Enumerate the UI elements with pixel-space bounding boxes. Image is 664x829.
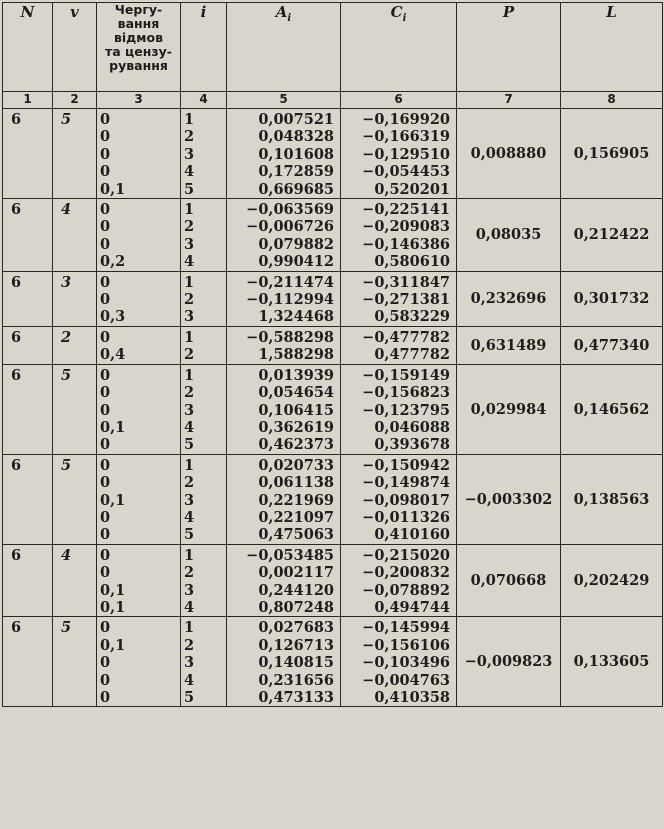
index-value: 5 — [184, 689, 195, 706]
a-value: 0,101608 — [258, 145, 334, 163]
sequence-value: 0,1 — [100, 418, 126, 436]
index-value: 3 — [184, 308, 195, 326]
index-value: 2 — [184, 128, 195, 146]
index-value: 4 — [184, 508, 195, 526]
table-row-group — [3, 364, 663, 454]
cell-c — [341, 271, 457, 326]
a-value: −0,588298 — [246, 328, 334, 346]
header-a — [227, 3, 341, 92]
header-sequence-line: рування — [109, 58, 168, 73]
a-value: 1,324468 — [258, 308, 334, 326]
sequence-value: 0 — [100, 111, 111, 128]
header-sequence-line: та цензу- — [104, 44, 172, 59]
cell-i — [181, 364, 227, 454]
a-value: −0,211474 — [246, 273, 334, 291]
sequence-value: 0 — [100, 654, 111, 672]
cell-v: 5 — [53, 454, 97, 544]
a-value: 0,231656 — [258, 671, 334, 689]
cell-l: 0,156905 — [561, 109, 663, 199]
index-value: 3 — [184, 654, 195, 672]
index-value: 3 — [184, 581, 195, 599]
column-number: 3 — [97, 92, 181, 109]
index-value: 4 — [184, 163, 195, 181]
header-c — [341, 3, 457, 92]
header-sequence — [97, 3, 181, 92]
c-value: −0,129510 — [362, 145, 450, 163]
index-value: 2 — [184, 291, 195, 309]
table-row-group — [3, 454, 663, 544]
column-number: 7 — [457, 92, 561, 109]
cell-a — [227, 544, 341, 617]
sequence-value: 0 — [100, 273, 111, 291]
sequence-value: 0 — [100, 689, 111, 706]
c-value: −0,225141 — [362, 201, 450, 219]
header-sequence-line: вання — [117, 16, 160, 31]
a-value: −0,053485 — [246, 546, 334, 564]
table-row-group — [3, 199, 663, 272]
a-value: 0,061138 — [258, 474, 334, 492]
cell-l: 0,301732 — [561, 271, 663, 326]
cell-c — [341, 364, 457, 454]
c-value: −0,209083 — [362, 218, 450, 236]
column-number: 2 — [53, 92, 97, 109]
a-value: 0,807248 — [258, 598, 334, 616]
cell-c — [341, 617, 457, 707]
cell-v: 5 — [53, 617, 97, 707]
sequence-value: 0 — [100, 145, 111, 163]
c-value: 0,583229 — [374, 308, 450, 326]
cell-n: 6 — [3, 109, 53, 199]
a-value: 0,002117 — [258, 564, 334, 582]
cell-seq — [97, 326, 181, 364]
sequence-value: 0,4 — [100, 346, 126, 364]
index-value: 4 — [184, 418, 195, 436]
cell-p: 0,232696 — [457, 271, 561, 326]
sequence-value: 0 — [100, 384, 111, 402]
index-value: 5 — [184, 180, 195, 198]
index-value: 3 — [184, 401, 195, 419]
a-value: 0,048328 — [258, 128, 334, 146]
a-value: 1,588298 — [258, 346, 334, 364]
column-number: 8 — [561, 92, 663, 109]
a-value: 0,007521 — [258, 111, 334, 128]
sequence-value: 0,3 — [100, 308, 126, 326]
c-value: −0,004763 — [362, 671, 450, 689]
c-value: 0,580610 — [374, 253, 450, 271]
cell-l: 0,477340 — [561, 326, 663, 364]
c-value: 0,046088 — [374, 418, 450, 436]
cell-n: 6 — [3, 544, 53, 617]
a-value: 0,475063 — [258, 526, 334, 544]
a-value: −0,006726 — [246, 218, 334, 236]
index-value: 3 — [184, 491, 195, 509]
c-value: −0,169920 — [362, 111, 450, 128]
index-value: 3 — [184, 235, 195, 253]
header-l: L — [561, 3, 663, 92]
cell-a — [227, 454, 341, 544]
a-value: 0,172859 — [258, 163, 334, 181]
data-table — [2, 2, 663, 707]
sequence-value: 0 — [100, 526, 111, 544]
sequence-value: 0 — [100, 218, 111, 236]
column-number: 5 — [227, 92, 341, 109]
c-value: −0,215020 — [362, 546, 450, 564]
cell-p: 0,070668 — [457, 544, 561, 617]
cell-a — [227, 109, 341, 199]
header-p: P — [457, 3, 561, 92]
cell-seq — [97, 271, 181, 326]
cell-i — [181, 199, 227, 272]
index-value: 1 — [184, 546, 195, 564]
a-value: 0,221969 — [258, 491, 334, 509]
c-value: −0,146386 — [362, 235, 450, 253]
c-value: 0,494744 — [374, 598, 450, 616]
sequence-value: 0 — [100, 619, 111, 637]
c-value: −0,145994 — [362, 619, 450, 637]
sequence-value: 0 — [100, 671, 111, 689]
c-value: −0,166319 — [362, 128, 450, 146]
index-value: 1 — [184, 201, 195, 219]
column-number: 4 — [181, 92, 227, 109]
index-value: 2 — [184, 346, 195, 364]
c-value: −0,078892 — [362, 581, 450, 599]
cell-l: 0,146562 — [561, 364, 663, 454]
sequence-value: 0 — [100, 328, 111, 346]
a-value: 0,027683 — [258, 619, 334, 637]
cell-i — [181, 109, 227, 199]
c-value: −0,477782 — [362, 328, 450, 346]
cell-n: 6 — [3, 326, 53, 364]
sequence-value: 0,1 — [100, 598, 126, 616]
header-sequence-line: відмов — [113, 30, 163, 45]
cell-c — [341, 544, 457, 617]
header-i: i — [181, 3, 227, 92]
table-row-group — [3, 271, 663, 326]
cell-v: 2 — [53, 326, 97, 364]
sequence-value: 0 — [100, 291, 111, 309]
header-sequence-line: Чергу- — [114, 2, 163, 17]
header-c-subscript: i — [402, 13, 407, 24]
c-value: −0,011326 — [362, 508, 450, 526]
c-value: 0,520201 — [374, 180, 450, 198]
cell-i — [181, 271, 227, 326]
header-v: v — [53, 3, 97, 92]
cell-p: 0,631489 — [457, 326, 561, 364]
a-value: 0,106415 — [258, 401, 334, 419]
sequence-value: 0 — [100, 366, 111, 384]
cell-c — [341, 454, 457, 544]
sequence-value: 0 — [100, 163, 111, 181]
cell-seq — [97, 617, 181, 707]
cell-c — [341, 326, 457, 364]
cell-l: 0,212422 — [561, 199, 663, 272]
c-value: −0,271381 — [362, 291, 450, 309]
c-value: −0,149874 — [362, 474, 450, 492]
a-value: 0,669685 — [258, 180, 334, 198]
cell-l: 0,202429 — [561, 544, 663, 617]
c-value: −0,123795 — [362, 401, 450, 419]
a-value: 0,020733 — [258, 456, 334, 474]
c-value: −0,159149 — [362, 366, 450, 384]
cell-seq — [97, 364, 181, 454]
a-value: 0,221097 — [258, 508, 334, 526]
index-value: 1 — [184, 456, 195, 474]
c-value: −0,054453 — [362, 163, 450, 181]
sequence-value: 0,1 — [100, 180, 126, 198]
cell-v: 5 — [53, 364, 97, 454]
a-value: −0,063569 — [246, 201, 334, 219]
cell-p: −0,003302 — [457, 454, 561, 544]
a-value: 0,473133 — [258, 689, 334, 706]
cell-seq — [97, 199, 181, 272]
c-value: 0,477782 — [374, 346, 450, 364]
cell-n: 6 — [3, 617, 53, 707]
cell-i — [181, 454, 227, 544]
index-value: 5 — [184, 436, 195, 454]
table-row-group — [3, 109, 663, 199]
index-value: 3 — [184, 145, 195, 163]
header-n: N — [3, 3, 53, 92]
index-value: 1 — [184, 273, 195, 291]
table-body — [3, 109, 663, 707]
cell-n: 6 — [3, 454, 53, 544]
index-value: 2 — [184, 474, 195, 492]
cell-n: 6 — [3, 364, 53, 454]
index-value: 1 — [184, 111, 195, 128]
a-value: 0,079882 — [258, 235, 334, 253]
sequence-value: 0,1 — [100, 636, 126, 654]
sequence-value: 0,2 — [100, 253, 126, 271]
sequence-value: 0 — [100, 546, 111, 564]
cell-p: 0,08035 — [457, 199, 561, 272]
cell-l: 0,133605 — [561, 617, 663, 707]
cell-v: 5 — [53, 109, 97, 199]
c-value: −0,200832 — [362, 564, 450, 582]
table-row-group — [3, 544, 663, 617]
index-value: 4 — [184, 253, 195, 271]
index-value: 4 — [184, 671, 195, 689]
sequence-value: 0 — [100, 456, 111, 474]
c-value: −0,156823 — [362, 384, 450, 402]
c-value: −0,103496 — [362, 654, 450, 672]
cell-p: −0,009823 — [457, 617, 561, 707]
a-value: 0,362619 — [258, 418, 334, 436]
column-number-row — [3, 92, 663, 109]
cell-n: 6 — [3, 199, 53, 272]
index-value: 2 — [184, 636, 195, 654]
index-value: 2 — [184, 384, 195, 402]
c-value: −0,098017 — [362, 491, 450, 509]
c-value: 0,410160 — [374, 526, 450, 544]
column-number: 6 — [341, 92, 457, 109]
c-value: 0,393678 — [374, 436, 450, 454]
index-value: 4 — [184, 598, 195, 616]
sequence-value: 0 — [100, 564, 111, 582]
header-a-subscript: i — [287, 13, 292, 24]
sequence-value: 0 — [100, 474, 111, 492]
cell-i — [181, 544, 227, 617]
cell-i — [181, 326, 227, 364]
cell-a — [227, 364, 341, 454]
table-row-group — [3, 326, 663, 364]
a-value: −0,112994 — [246, 291, 334, 309]
cell-v: 3 — [53, 271, 97, 326]
index-value: 1 — [184, 619, 195, 637]
header-row — [3, 3, 663, 92]
index-value: 1 — [184, 366, 195, 384]
cell-c — [341, 199, 457, 272]
cell-a — [227, 617, 341, 707]
cell-seq — [97, 544, 181, 617]
sequence-value: 0 — [100, 508, 111, 526]
column-number: 1 — [3, 92, 53, 109]
c-value: −0,150942 — [362, 456, 450, 474]
c-value: 0,410358 — [374, 689, 450, 706]
cell-p: 0,008880 — [457, 109, 561, 199]
cell-i — [181, 617, 227, 707]
cell-l: 0,138563 — [561, 454, 663, 544]
cell-n: 6 — [3, 271, 53, 326]
a-value: 0,244120 — [258, 581, 334, 599]
cell-a — [227, 271, 341, 326]
cell-a — [227, 199, 341, 272]
a-value: 0,054654 — [258, 384, 334, 402]
cell-a — [227, 326, 341, 364]
cell-v: 4 — [53, 544, 97, 617]
index-value: 2 — [184, 218, 195, 236]
a-value: 0,126713 — [258, 636, 334, 654]
index-value: 2 — [184, 564, 195, 582]
table-row-group — [3, 617, 663, 707]
a-value: 0,013939 — [258, 366, 334, 384]
cell-seq — [97, 109, 181, 199]
cell-v: 4 — [53, 199, 97, 272]
a-value: 0,462373 — [258, 436, 334, 454]
index-value: 1 — [184, 328, 195, 346]
cell-p: 0,029984 — [457, 364, 561, 454]
cell-c — [341, 109, 457, 199]
index-value: 5 — [184, 526, 195, 544]
cell-seq — [97, 454, 181, 544]
sequence-value: 0 — [100, 235, 111, 253]
sequence-value: 0,1 — [100, 491, 126, 509]
sequence-value: 0 — [100, 401, 111, 419]
sequence-value: 0 — [100, 201, 111, 219]
c-value: −0,311847 — [362, 273, 450, 291]
sequence-value: 0 — [100, 436, 111, 454]
header-a-symbol: A — [275, 3, 288, 21]
a-value: 0,140815 — [258, 654, 334, 672]
c-value: −0,156106 — [362, 636, 450, 654]
header-c-symbol: C — [390, 3, 403, 21]
sequence-value: 0,1 — [100, 581, 126, 599]
sequence-value: 0 — [100, 128, 111, 146]
a-value: 0,990412 — [258, 253, 334, 271]
